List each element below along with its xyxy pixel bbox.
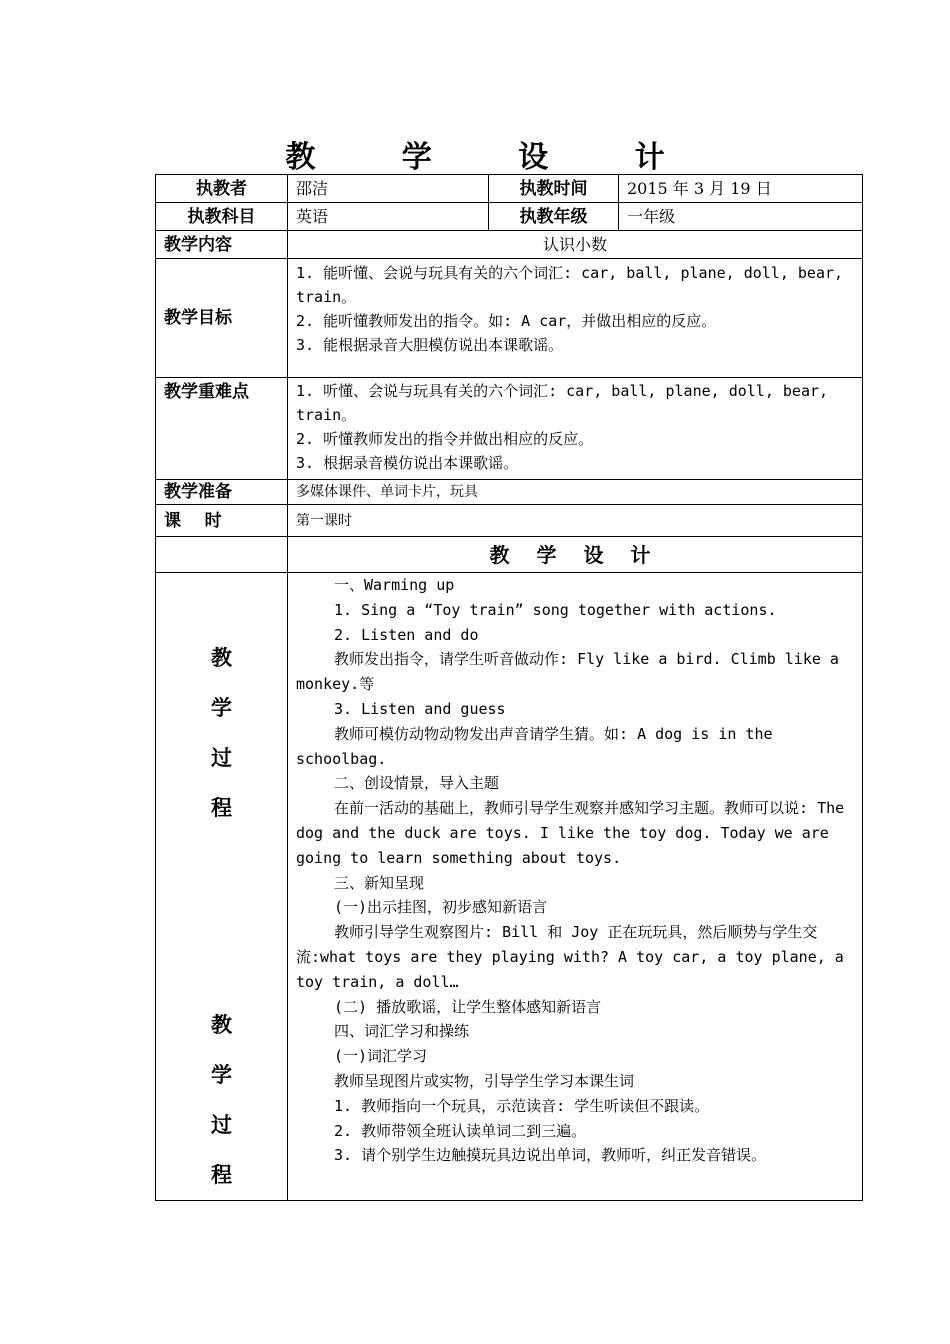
row-content	[156, 231, 863, 259]
process-line: (一)出示挂图，初步感知新语言	[334, 898, 548, 917]
period-value: 第一课时	[288, 505, 863, 537]
lesson-plan-table	[155, 174, 863, 1201]
process-line: 1. Sing a “Toy train” song together with actions.	[334, 600, 777, 619]
process-char: 学	[211, 1062, 232, 1087]
process-line: 一、Warming up	[334, 576, 455, 594]
row-subject-grade	[156, 203, 863, 231]
process-char: 教	[211, 1012, 232, 1037]
row-period	[156, 505, 863, 537]
goals-label: 教学目标	[156, 259, 288, 378]
row-teacher-time	[156, 175, 863, 203]
keypoints-label: 教学重难点	[156, 378, 288, 480]
goals-list	[288, 259, 863, 378]
grade-label: 执教年级	[489, 203, 619, 231]
process-line: 3. Listen and guess	[334, 699, 506, 718]
process-line: 三、新知呈现	[334, 873, 425, 892]
process-char: 学	[211, 695, 232, 720]
design-header-blank	[156, 537, 288, 573]
process-line: 在前一活动的基础上，教师引导学生观察并感知学习主题。教师可以说: The dog and the duck are toys. I like the toy dog. Today we are going to learn something about toys.	[296, 799, 845, 867]
process-char: 过	[211, 1112, 232, 1137]
teacher-value: 邵洁	[288, 175, 489, 203]
goal-item: 2. 能听懂教师发出的指令。如: A car，并做出相应的反应。	[296, 312, 717, 330]
row-keypoints	[156, 378, 863, 480]
process-line: 教师呈现图片或实物，引导学生学习本课生词	[334, 1071, 635, 1090]
time-value: 2015 年 3 月 19 日	[619, 175, 863, 203]
keypoint-item: 1. 听懂、会说与玩具有关的六个词汇: car, ball, plane, doll, bear, train。	[296, 382, 829, 424]
row-prep	[156, 480, 863, 505]
grade-value: 一年级	[619, 203, 863, 231]
process-char: 程	[211, 795, 232, 820]
keypoints-list	[288, 378, 863, 480]
row-process	[156, 573, 863, 1201]
goal-item: 1. 能听懂、会说与玩具有关的六个词汇: car, ball, plane, doll, bear, train。	[296, 264, 844, 306]
process-line: 2. 教师带领全班认读单词二到三遍。	[334, 1121, 587, 1140]
process-line: 1. 教师指向一个玩具，示范读音: 学生听读但不跟读。	[334, 1096, 710, 1115]
keypoint-item: 2. 听懂教师发出的指令并做出相应的反应。	[296, 430, 594, 448]
process-label-upper	[156, 633, 287, 833]
row-goals	[156, 259, 863, 378]
prep-value: 多媒体课件、单词卡片，玩具	[288, 480, 863, 505]
time-label: 执教时间	[489, 175, 619, 203]
process-char: 程	[211, 1162, 232, 1187]
process-line: (二) 播放歌谣，让学生整体感知新语言	[334, 997, 602, 1016]
process-label-cell	[156, 573, 288, 1201]
prep-label: 教学准备	[156, 480, 288, 505]
process-line: 2. Listen and do	[334, 625, 479, 644]
subject-value: 英语	[288, 203, 489, 231]
process-body	[288, 573, 863, 1201]
content-label: 教学内容	[156, 231, 288, 259]
subject-label: 执教科目	[156, 203, 288, 231]
process-line: 教师可模仿动物动物发出声音请学生猜。如: A dog is in the schoolbag.	[296, 724, 773, 768]
process-line: 二、创设情景，导入主题	[334, 774, 500, 793]
process-char: 过	[211, 745, 232, 770]
period-label: 课 时	[156, 505, 288, 537]
process-label-lower	[156, 1000, 287, 1200]
page-title: 教 学 设 计	[285, 140, 703, 175]
process-line: 四、词汇学习和操练	[334, 1022, 470, 1041]
process-line: 教师引导学生观察图片: Bill 和 Joy 正在玩玩具，然后顺势与学生交流:what toys are they playing with? A toy car, a toy plane, a toy train, a doll…	[296, 923, 844, 991]
design-header: 教 学 设 计	[288, 537, 863, 573]
process-line: 3. 请个别学生边触摸玩具边说出单词，教师听，纠正发音错误。	[334, 1146, 767, 1165]
row-design-header	[156, 537, 863, 573]
goal-item: 3. 能根据录音大胆模仿说出本课歌谣。	[296, 336, 564, 354]
teacher-label: 执教者	[156, 175, 288, 203]
process-line: (一)词汇学习	[334, 1047, 428, 1066]
process-char: 教	[211, 645, 232, 670]
keypoint-item: 3. 根据录音模仿说出本课歌谣。	[296, 454, 519, 472]
content-value: 认识小数	[288, 231, 863, 259]
process-line: 教师发出指令，请学生听音做动作: Fly like a bird. Climb like a monkey.等	[296, 650, 839, 694]
